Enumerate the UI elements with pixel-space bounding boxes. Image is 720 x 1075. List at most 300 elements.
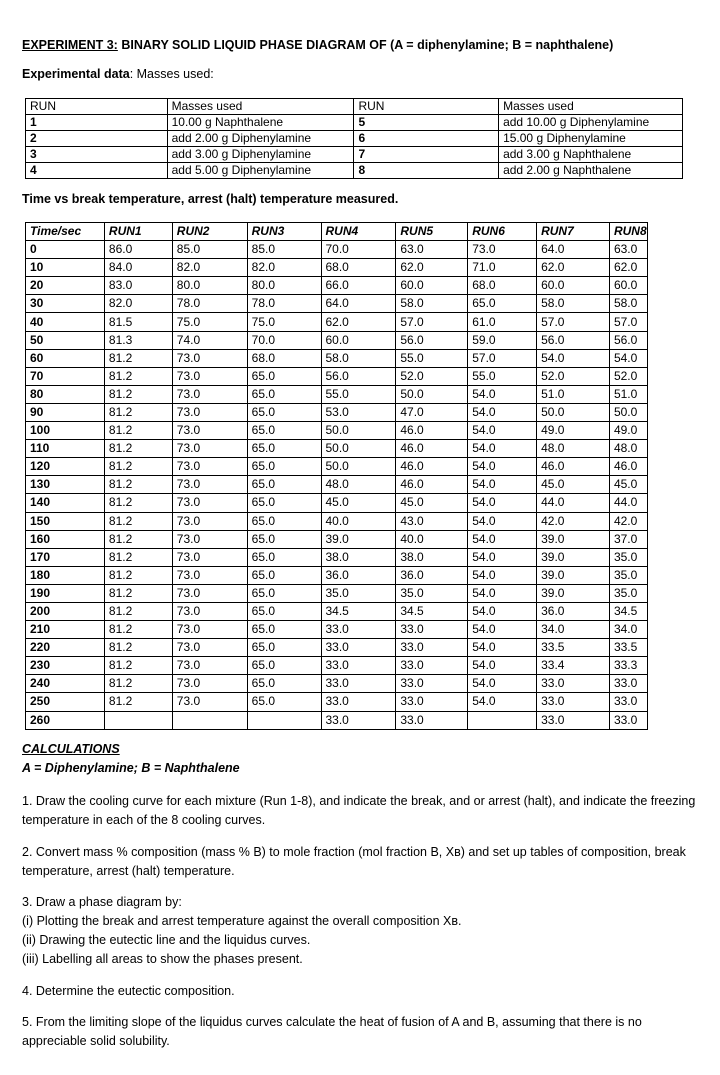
question-5: 5. From the limiting slope of the liquidus curves calculate the heat of fusion of A and B, assuming that there is no appreciable solid solubility. [22, 1015, 642, 1048]
temperature-cell: 81.2 [104, 440, 172, 458]
temperature-cell: 33.0 [396, 621, 468, 639]
temperature-cell: 71.0 [468, 259, 537, 277]
temperature-cell [468, 711, 537, 729]
temperature-cell: 65.0 [247, 422, 321, 440]
temperature-row [26, 367, 648, 385]
temperature-cell: 61.0 [468, 313, 537, 331]
temperature-row [26, 295, 648, 313]
temperature-cell: 42.0 [537, 512, 610, 530]
temperature-cell: 54.0 [468, 548, 537, 566]
temperature-cell: 73.0 [172, 548, 247, 566]
temperature-header-cell: RUN3 [247, 223, 321, 241]
mass-cell: 15.00 g Diphenylamine [499, 131, 683, 147]
temperature-table [25, 222, 648, 730]
temperature-cell: 34.5 [321, 602, 396, 620]
temperature-row [26, 494, 648, 512]
temperature-header-cell: RUN7 [537, 223, 610, 241]
temperature-cell: 59.0 [468, 331, 537, 349]
temperature-cell: 54.0 [468, 693, 537, 711]
temperature-cell: 54.0 [468, 566, 537, 584]
temperature-cell: 56.0 [537, 331, 610, 349]
question-3-iii: (iii) Labelling all areas to show the phases present. [22, 952, 303, 966]
temperature-cell: 56.0 [396, 331, 468, 349]
temperature-cell: 82.0 [172, 259, 247, 277]
mass-cell: add 5.00 g Diphenylamine [167, 163, 354, 179]
temperature-cell: 43.0 [396, 512, 468, 530]
temperature-cell: 58.0 [609, 295, 647, 313]
question-2: 2. Convert mass % composition (mass % B) to mole fraction (mol fraction B, Xʙ) and set up tables of composition, break temperature, arrest (halt) temperature. [22, 845, 686, 878]
temperature-cell: 62.0 [396, 259, 468, 277]
temperature-cell: 57.0 [537, 313, 610, 331]
temperature-cell: 54.0 [468, 584, 537, 602]
temperature-row [26, 657, 648, 675]
temperature-cell: 39.0 [537, 584, 610, 602]
temperature-cell: 73.0 [172, 675, 247, 693]
temperature-cell: 38.0 [321, 548, 396, 566]
masses-row [26, 163, 683, 179]
temperature-header-cell: Time/sec [26, 223, 105, 241]
temperature-cell: 81.2 [104, 367, 172, 385]
temperature-header-cell: RUN6 [468, 223, 537, 241]
temperature-row [26, 602, 648, 620]
temperature-cell: 81.3 [104, 331, 172, 349]
mass-cell: add 3.00 g Diphenylamine [167, 147, 354, 163]
temperature-cell: 65.0 [247, 675, 321, 693]
temperature-cell: 54.0 [468, 530, 537, 548]
masses-header-cell: Masses used [167, 99, 354, 115]
temperature-row [26, 639, 648, 657]
temperature-cell: 49.0 [609, 422, 647, 440]
temperature-cell: 62.0 [321, 313, 396, 331]
temperature-cell: 34.0 [609, 621, 647, 639]
temperature-cell: 48.0 [321, 476, 396, 494]
temperature-cell: 81.2 [104, 476, 172, 494]
temperature-cell: 81.2 [104, 621, 172, 639]
temperature-row [26, 621, 648, 639]
time-cell: 150 [26, 512, 105, 530]
temperature-cell: 46.0 [396, 440, 468, 458]
temperature-cell: 56.0 [609, 331, 647, 349]
temperature-cell: 81.2 [104, 530, 172, 548]
question-4: 4. Determine the eutectic composition. [22, 984, 235, 998]
masses-row [26, 115, 683, 131]
temperature-cell: 46.0 [396, 476, 468, 494]
temperature-cell: 33.0 [609, 693, 647, 711]
temperature-cell: 81.2 [104, 657, 172, 675]
masses-used-label: : Masses used: [129, 67, 214, 81]
temperature-cell: 55.0 [468, 367, 537, 385]
temperature-cell: 81.2 [104, 494, 172, 512]
temperature-cell: 33.0 [537, 711, 610, 729]
time-cell: 210 [26, 621, 105, 639]
temperature-cell: 83.0 [104, 277, 172, 295]
temperature-row [26, 241, 648, 259]
temperature-cell: 81.2 [104, 512, 172, 530]
temperature-cell: 49.0 [537, 422, 610, 440]
temperature-row [26, 385, 648, 403]
temperature-cell: 48.0 [537, 440, 610, 458]
temperature-cell: 65.0 [247, 476, 321, 494]
temperature-cell: 65.0 [247, 512, 321, 530]
temperature-cell: 52.0 [396, 367, 468, 385]
temperature-row [26, 530, 648, 548]
time-cell: 120 [26, 458, 105, 476]
temperature-cell: 57.0 [468, 349, 537, 367]
temperature-cell: 81.2 [104, 602, 172, 620]
time-temperature-heading: Time vs break temperature, arrest (halt) temperature measured. [22, 192, 399, 206]
time-cell: 220 [26, 639, 105, 657]
temperature-cell: 35.0 [609, 548, 647, 566]
time-cell: 90 [26, 403, 105, 421]
time-cell: 10 [26, 259, 105, 277]
run-number-cell: 8 [354, 163, 499, 179]
temperature-cell: 82.0 [104, 295, 172, 313]
temperature-cell: 68.0 [321, 259, 396, 277]
temperature-cell: 37.0 [609, 530, 647, 548]
temperature-cell: 84.0 [104, 259, 172, 277]
temperature-cell: 46.0 [609, 458, 647, 476]
temperature-cell: 56.0 [321, 367, 396, 385]
temperature-cell: 34.0 [537, 621, 610, 639]
temperature-cell: 58.0 [537, 295, 610, 313]
temperature-cell: 36.0 [321, 566, 396, 584]
temperature-cell: 50.0 [609, 403, 647, 421]
temperature-header-row [26, 223, 648, 241]
temperature-cell: 50.0 [537, 403, 610, 421]
temperature-cell: 86.0 [104, 241, 172, 259]
temperature-cell: 73.0 [172, 367, 247, 385]
temperature-cell: 39.0 [321, 530, 396, 548]
temperature-cell: 34.5 [609, 602, 647, 620]
temperature-cell: 33.0 [609, 711, 647, 729]
temperature-cell: 80.0 [172, 277, 247, 295]
temperature-cell: 54.0 [468, 512, 537, 530]
time-cell: 30 [26, 295, 105, 313]
temperature-cell: 39.0 [537, 548, 610, 566]
run-number-cell: 3 [26, 147, 168, 163]
temperature-cell: 46.0 [396, 422, 468, 440]
temperature-cell: 81.2 [104, 458, 172, 476]
temperature-row [26, 259, 648, 277]
time-cell: 100 [26, 422, 105, 440]
temperature-cell: 73.0 [172, 494, 247, 512]
temperature-row [26, 584, 648, 602]
temperature-cell: 65.0 [247, 403, 321, 421]
temperature-cell: 64.0 [537, 241, 610, 259]
masses-header-cell: RUN [26, 99, 168, 115]
time-cell: 80 [26, 385, 105, 403]
temperature-row [26, 548, 648, 566]
temperature-cell [172, 711, 247, 729]
temperature-row [26, 331, 648, 349]
temperature-cell: 57.0 [396, 313, 468, 331]
temperature-cell: 55.0 [321, 385, 396, 403]
question-3: 3. Draw a phase diagram by: [22, 895, 182, 909]
time-cell: 20 [26, 277, 105, 295]
temperature-cell: 45.0 [537, 476, 610, 494]
temperature-cell: 33.3 [609, 657, 647, 675]
experimental-data-heading [22, 67, 214, 81]
temperature-row [26, 711, 648, 729]
temperature-cell: 46.0 [537, 458, 610, 476]
temperature-cell: 62.0 [609, 259, 647, 277]
temperature-cell: 53.0 [321, 403, 396, 421]
temperature-cell: 40.0 [396, 530, 468, 548]
calculations-definition: A = Diphenylamine; B = Naphthalene [22, 761, 240, 775]
temperature-cell: 35.0 [321, 584, 396, 602]
run-number-cell: 7 [354, 147, 499, 163]
temperature-cell: 33.0 [321, 693, 396, 711]
temperature-row [26, 693, 648, 711]
temperature-cell: 60.0 [396, 277, 468, 295]
temperature-cell: 48.0 [609, 440, 647, 458]
masses-header-row [26, 99, 683, 115]
temperature-row [26, 403, 648, 421]
temperature-cell: 33.0 [321, 657, 396, 675]
temperature-cell: 33.5 [537, 639, 610, 657]
temperature-cell: 73.0 [172, 657, 247, 675]
mass-cell: add 10.00 g Diphenylamine [499, 115, 683, 131]
temperature-header-cell: RUN8 [609, 223, 647, 241]
temperature-cell: 33.0 [396, 675, 468, 693]
mass-cell: add 3.00 g Naphthalene [499, 147, 683, 163]
temperature-cell: 65.0 [247, 530, 321, 548]
temperature-cell: 55.0 [396, 349, 468, 367]
time-cell: 180 [26, 566, 105, 584]
temperature-cell: 73.0 [172, 422, 247, 440]
temperature-cell: 81.2 [104, 566, 172, 584]
temperature-cell: 35.0 [609, 566, 647, 584]
temperature-cell: 54.0 [468, 385, 537, 403]
temperature-cell: 63.0 [396, 241, 468, 259]
temperature-cell: 33.0 [321, 711, 396, 729]
temperature-cell: 81.2 [104, 403, 172, 421]
time-cell: 50 [26, 331, 105, 349]
temperature-cell: 60.0 [609, 277, 647, 295]
time-cell: 230 [26, 657, 105, 675]
temperature-cell: 80.0 [247, 277, 321, 295]
temperature-cell: 33.0 [609, 675, 647, 693]
mass-cell: 10.00 g Naphthalene [167, 115, 354, 131]
temperature-cell: 52.0 [609, 367, 647, 385]
temperature-cell: 75.0 [247, 313, 321, 331]
temperature-cell: 65.0 [247, 621, 321, 639]
temperature-cell: 54.0 [468, 657, 537, 675]
temperature-cell: 39.0 [537, 566, 610, 584]
temperature-cell: 51.0 [537, 385, 610, 403]
temperature-cell: 73.0 [172, 693, 247, 711]
temperature-cell: 73.0 [468, 241, 537, 259]
temperature-cell: 73.0 [172, 476, 247, 494]
time-cell: 200 [26, 602, 105, 620]
time-cell: 170 [26, 548, 105, 566]
temperature-cell: 60.0 [321, 331, 396, 349]
experiment-title: BINARY SOLID LIQUID PHASE DIAGRAM OF (A = diphenylamine; B = naphthalene) [117, 38, 614, 52]
temperature-cell: 65.0 [247, 458, 321, 476]
document-title [22, 38, 613, 52]
temperature-cell: 45.0 [396, 494, 468, 512]
temperature-cell: 73.0 [172, 602, 247, 620]
temperature-cell: 81.5 [104, 313, 172, 331]
temperature-cell: 65.0 [247, 385, 321, 403]
temperature-cell: 44.0 [537, 494, 610, 512]
temperature-cell: 54.0 [468, 422, 537, 440]
temperature-cell: 68.0 [247, 349, 321, 367]
temperature-cell: 65.0 [247, 494, 321, 512]
temperature-cell: 39.0 [537, 530, 610, 548]
time-cell: 130 [26, 476, 105, 494]
temperature-cell: 34.5 [396, 602, 468, 620]
temperature-cell: 65.0 [247, 639, 321, 657]
temperature-cell: 45.0 [609, 476, 647, 494]
temperature-cell: 68.0 [468, 277, 537, 295]
temperature-cell: 81.2 [104, 422, 172, 440]
temperature-cell: 73.0 [172, 639, 247, 657]
temperature-cell: 54.0 [468, 458, 537, 476]
question-3-i: (i) Plotting the break and arrest temperature against the overall composition Xʙ. [22, 914, 462, 928]
temperature-cell: 33.0 [537, 675, 610, 693]
temperature-row [26, 313, 648, 331]
temperature-cell: 54.0 [537, 349, 610, 367]
temperature-cell: 58.0 [396, 295, 468, 313]
run-number-cell: 6 [354, 131, 499, 147]
run-number-cell: 1 [26, 115, 168, 131]
temperature-cell: 33.0 [321, 639, 396, 657]
temperature-cell [247, 711, 321, 729]
temperature-cell: 47.0 [396, 403, 468, 421]
temperature-cell: 50.0 [396, 385, 468, 403]
temperature-cell: 54.0 [468, 403, 537, 421]
experimental-data-label: Experimental data [22, 67, 130, 81]
temperature-cell: 33.0 [321, 621, 396, 639]
temperature-cell: 70.0 [247, 331, 321, 349]
time-cell: 0 [26, 241, 105, 259]
temperature-cell: 54.0 [468, 639, 537, 657]
temperature-row [26, 476, 648, 494]
run-number-cell: 5 [354, 115, 499, 131]
temperature-cell: 73.0 [172, 566, 247, 584]
temperature-row [26, 675, 648, 693]
temperature-row [26, 512, 648, 530]
temperature-header-cell: RUN4 [321, 223, 396, 241]
temperature-cell: 33.0 [321, 675, 396, 693]
temperature-cell: 65.0 [468, 295, 537, 313]
question-3-ii: (ii) Drawing the eutectic line and the liquidus curves. [22, 933, 311, 947]
masses-header-cell: Masses used [499, 99, 683, 115]
temperature-row [26, 277, 648, 295]
time-cell: 140 [26, 494, 105, 512]
temperature-cell: 38.0 [396, 548, 468, 566]
temperature-header-cell: RUN1 [104, 223, 172, 241]
temperature-cell: 46.0 [396, 458, 468, 476]
temperature-row [26, 440, 648, 458]
temperature-cell: 51.0 [609, 385, 647, 403]
temperature-cell: 60.0 [537, 277, 610, 295]
temperature-cell: 73.0 [172, 512, 247, 530]
temperature-cell: 65.0 [247, 548, 321, 566]
temperature-header-cell: RUN5 [396, 223, 468, 241]
temperature-cell: 81.2 [104, 639, 172, 657]
temperature-cell: 57.0 [609, 313, 647, 331]
temperature-cell: 35.0 [609, 584, 647, 602]
time-cell: 240 [26, 675, 105, 693]
time-cell: 160 [26, 530, 105, 548]
temperature-cell: 50.0 [321, 440, 396, 458]
temperature-cell: 81.2 [104, 349, 172, 367]
time-cell: 40 [26, 313, 105, 331]
time-cell: 260 [26, 711, 105, 729]
temperature-cell: 54.0 [468, 621, 537, 639]
temperature-cell: 81.2 [104, 548, 172, 566]
temperature-cell: 33.5 [609, 639, 647, 657]
temperature-cell: 33.0 [396, 657, 468, 675]
temperature-cell: 66.0 [321, 277, 396, 295]
temperature-cell: 40.0 [321, 512, 396, 530]
temperature-cell: 65.0 [247, 602, 321, 620]
temperature-cell: 50.0 [321, 422, 396, 440]
temperature-row [26, 349, 648, 367]
mass-cell: add 2.00 g Diphenylamine [167, 131, 354, 147]
temperature-cell: 81.2 [104, 675, 172, 693]
temperature-cell: 73.0 [172, 385, 247, 403]
temperature-cell: 64.0 [321, 295, 396, 313]
temperature-row [26, 566, 648, 584]
temperature-cell: 73.0 [172, 349, 247, 367]
temperature-cell: 65.0 [247, 693, 321, 711]
temperature-cell: 78.0 [247, 295, 321, 313]
run-number-cell: 4 [26, 163, 168, 179]
temperature-cell: 33.4 [537, 657, 610, 675]
calculations-heading: CALCULATIONS [22, 742, 120, 756]
temperature-cell [104, 711, 172, 729]
temperature-cell: 65.0 [247, 657, 321, 675]
temperature-row [26, 422, 648, 440]
temperature-cell: 65.0 [247, 584, 321, 602]
temperature-cell: 82.0 [247, 259, 321, 277]
temperature-cell: 54.0 [468, 602, 537, 620]
temperature-cell: 33.0 [396, 693, 468, 711]
run-number-cell: 2 [26, 131, 168, 147]
temperature-cell: 81.2 [104, 584, 172, 602]
time-cell: 60 [26, 349, 105, 367]
temperature-cell: 85.0 [172, 241, 247, 259]
temperature-cell: 33.0 [396, 711, 468, 729]
temperature-cell: 54.0 [468, 440, 537, 458]
temperature-row [26, 458, 648, 476]
experiment-number: EXPERIMENT 3: [22, 38, 118, 52]
masses-header-cell: RUN [354, 99, 499, 115]
temperature-cell: 45.0 [321, 494, 396, 512]
time-cell: 250 [26, 693, 105, 711]
temperature-cell: 62.0 [537, 259, 610, 277]
temperature-cell: 54.0 [468, 494, 537, 512]
temperature-cell: 44.0 [609, 494, 647, 512]
temperature-cell: 36.0 [537, 602, 610, 620]
temperature-cell: 65.0 [247, 440, 321, 458]
masses-row [26, 131, 683, 147]
temperature-cell: 70.0 [321, 241, 396, 259]
temperature-cell: 73.0 [172, 530, 247, 548]
masses-row [26, 147, 683, 163]
temperature-cell: 75.0 [172, 313, 247, 331]
temperature-cell: 54.0 [609, 349, 647, 367]
temperature-cell: 81.2 [104, 693, 172, 711]
time-cell: 110 [26, 440, 105, 458]
mass-cell: add 2.00 g Naphthalene [499, 163, 683, 179]
temperature-cell: 54.0 [468, 476, 537, 494]
question-1: 1. Draw the cooling curve for each mixture (Run 1-8), and indicate the break, and or arrest (halt), and indicate the freezing temperature in each of the 8 cooling curves. [22, 794, 696, 827]
time-cell: 70 [26, 367, 105, 385]
